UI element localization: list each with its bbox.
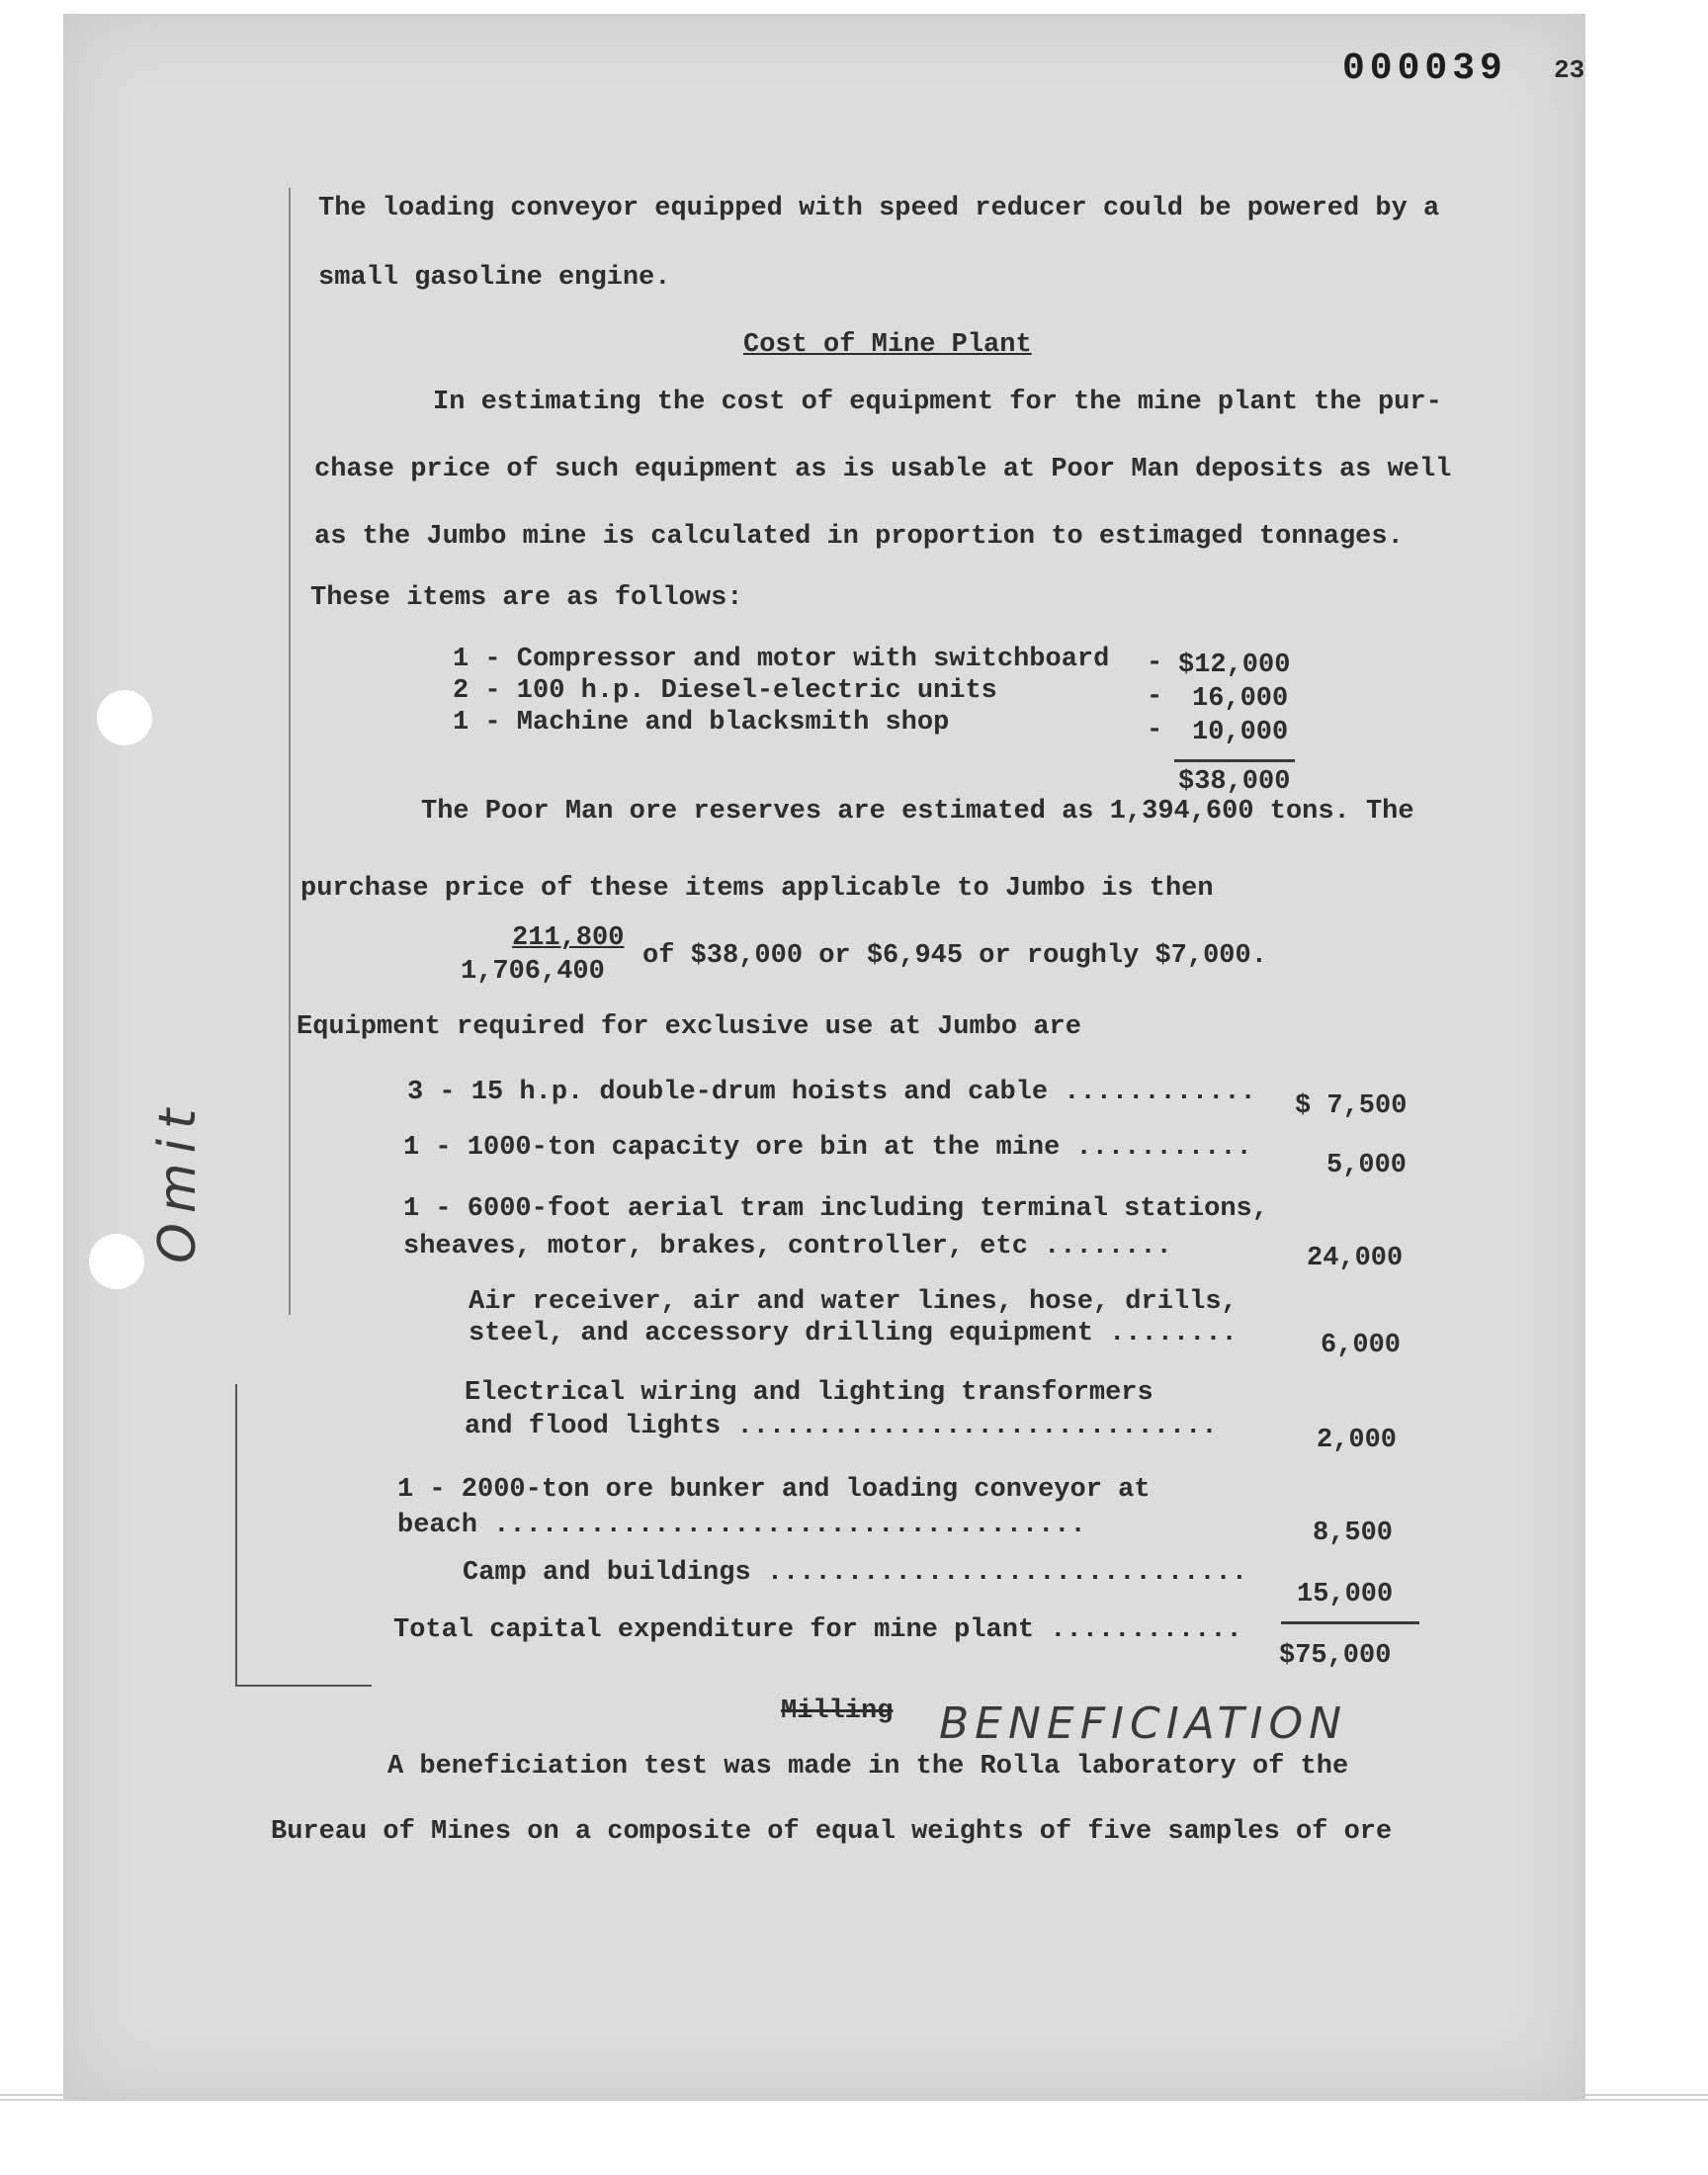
item-line: 3 - 15 h.p. double-drum hoists and cable ............ xyxy=(407,1078,1256,1107)
document-number: 000039 xyxy=(1342,47,1507,90)
item-amount: 2,000 xyxy=(1317,1426,1398,1455)
fraction-denominator: 1,706,400 xyxy=(461,957,605,987)
paragraph-line: purchase price of these items applicable to Jumbo is then xyxy=(300,874,1214,904)
page-number: 23 xyxy=(1554,55,1585,85)
shared-total: $38,000 xyxy=(1178,767,1291,797)
subtotal-rule xyxy=(1174,759,1295,762)
item-amount: $ 7,500 xyxy=(1295,1091,1408,1121)
shared-item-sep: - xyxy=(1147,649,1163,678)
margin-line xyxy=(289,188,291,1315)
struck-heading: Milling xyxy=(781,1696,894,1726)
paragraph-line: The Poor Man ore reserves are estimated as 1,394,600 tons. The xyxy=(421,797,1414,826)
binder-hole xyxy=(97,690,152,745)
item-line: beach ..................................... xyxy=(397,1511,1086,1540)
section-heading: Cost of Mine Plant xyxy=(743,330,1032,360)
item-line: 1 - 1000-ton capacity ore bin at the mine ........... xyxy=(403,1133,1252,1163)
item-line: 1 - 2000-ton ore bunker and loading conveyor at xyxy=(397,1475,1151,1505)
shared-item-amount: 16,000 xyxy=(1192,684,1289,714)
item-amount: 5,000 xyxy=(1326,1151,1408,1180)
item-line: sheaves, motor, brakes, controller, etc ........ xyxy=(403,1232,1172,1262)
scan-edge-lines xyxy=(0,2094,1708,2108)
paragraph-line: A beneficiation test was made in the Rolla laboratory of the xyxy=(387,1752,1349,1782)
item-amount: 8,500 xyxy=(1313,1519,1394,1548)
paragraph-line: Equipment required for exclusive use at Jumbo are xyxy=(297,1012,1081,1042)
item-line: steel, and accessory drilling equipment ........ xyxy=(469,1319,1238,1348)
shared-item-amount: 10,000 xyxy=(1192,718,1289,747)
fraction-text: of $38,000 or $6,945 or roughly $7,000. xyxy=(642,941,1267,971)
scanned-page xyxy=(63,14,1585,2100)
intro-line: small gasoline engine. xyxy=(318,263,671,293)
paragraph-line: chase price of such equipment as is usable at Poor Man deposits as well xyxy=(314,455,1452,484)
paragraph-line: Bureau of Mines on a composite of equal weights of five samples of ore xyxy=(271,1817,1393,1847)
omit-bracket xyxy=(235,1384,237,1687)
item-amount: 24,000 xyxy=(1307,1244,1404,1273)
item-line: 1 - 6000-foot aerial tram including terminal stations, xyxy=(403,1194,1268,1224)
paragraph-line: as the Jumbo mine is calculated in proportion to estimaged tonnages. xyxy=(314,522,1404,552)
item-line: Electrical wiring and lighting transformers xyxy=(465,1378,1153,1408)
handwritten-heading: BENEFICIATION xyxy=(939,1698,1347,1749)
omit-note: Omit xyxy=(148,1098,208,1263)
shared-item-label: 1 - Machine and blacksmith shop xyxy=(453,708,950,738)
shared-item-sep: - xyxy=(1147,682,1163,712)
item-amount: 15,000 xyxy=(1297,1580,1394,1610)
omit-bracket xyxy=(235,1685,372,1687)
shared-item-label: 2 - 100 h.p. Diesel-electric units xyxy=(453,676,997,706)
item-line: Camp and buildings .............................. xyxy=(463,1558,1247,1588)
shared-item-sep: - xyxy=(1147,716,1163,745)
binder-hole xyxy=(89,1234,144,1289)
paragraph-line: These items are as follows: xyxy=(310,583,743,613)
item-line: and flood lights .............................. xyxy=(465,1412,1218,1441)
shared-item-label: 1 - Compressor and motor with switchboard xyxy=(453,645,1110,674)
total-rule xyxy=(1281,1621,1419,1624)
shared-item-amount: $12,000 xyxy=(1178,651,1291,680)
fraction-numerator: 211,800 xyxy=(512,923,625,953)
item-amount: 6,000 xyxy=(1321,1331,1402,1360)
total-amount: $75,000 xyxy=(1279,1641,1392,1671)
item-line: Air receiver, air and water lines, hose, drills, xyxy=(469,1287,1238,1317)
paragraph-line: In estimating the cost of equipment for the mine plant the pur- xyxy=(433,388,1442,417)
total-label: Total capital expenditure for mine plant ............ xyxy=(393,1615,1242,1645)
intro-line: The loading conveyor equipped with speed reducer could be powered by a xyxy=(318,194,1440,223)
